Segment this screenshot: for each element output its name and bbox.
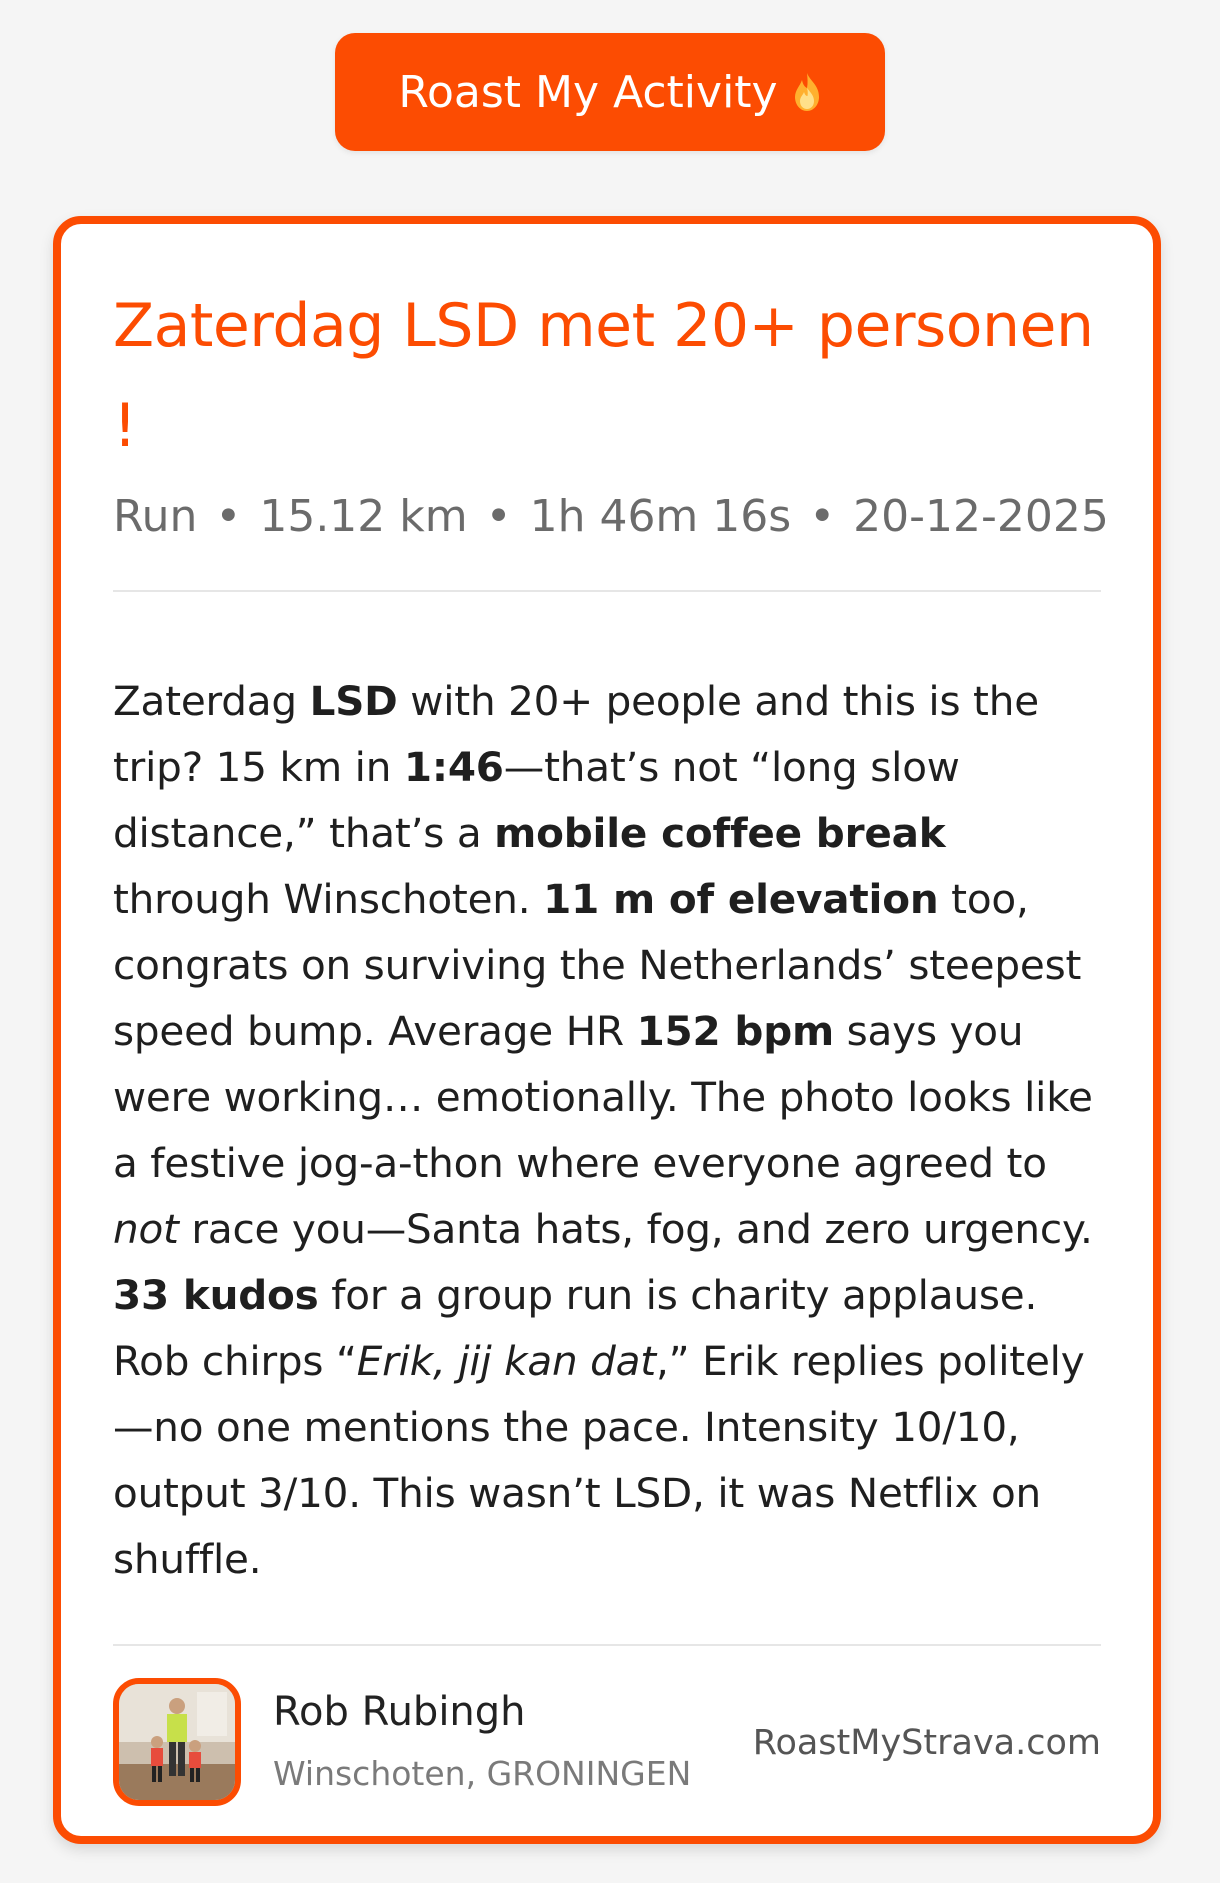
avatar-photo [119, 1684, 235, 1800]
activity-date: 20-12-2025 [853, 491, 1109, 542]
separator-dot: • [485, 491, 512, 542]
roast-segment: race you—Santa hats, fog, and zero urgency. [178, 1205, 1093, 1253]
roast-segment: through Winschoten. [113, 875, 544, 923]
roast-segment: 152 bpm [636, 1007, 834, 1055]
separator-dot: • [809, 491, 836, 542]
roast-segment: mobile coffee break [494, 809, 946, 857]
roast-segment: Erik, jij kan dat [356, 1337, 656, 1385]
roast-segment: 11 m of elevation [543, 875, 939, 923]
roast-my-activity-button[interactable] [335, 33, 885, 151]
roast-segment: 1:46 [403, 743, 504, 791]
roast-segment: for a group run is charity applause. Rob chirps “ [113, 1271, 1038, 1385]
roast-text [113, 668, 1101, 1592]
activity-distance: 15.12 km [259, 491, 468, 542]
activity-type: Run [113, 491, 198, 542]
roast-segment: says you were working… emotionally. The photo looks like a festive jog-a-thon where everyone agreed to [113, 1007, 1093, 1187]
roast-segment: with 20+ people and this is the trip? 15 km in [113, 677, 1039, 791]
roast-segment: too, congrats on surviving the Netherlands’ steepest speed bump. Average HR [113, 875, 1082, 1055]
activity-title: Zaterdag LSD met 20+ personen ! [113, 291, 1094, 461]
brand-link[interactable]: RoastMyStrava.com [752, 1723, 1101, 1763]
roast-segment: Zaterdag [113, 677, 310, 725]
user-name: Rob Rubingh [273, 1689, 526, 1735]
fire-icon [792, 72, 822, 112]
roast-segment: 33 kudos [113, 1271, 319, 1319]
card-footer [113, 1678, 1101, 1808]
activity-meta [113, 487, 1109, 547]
divider [113, 1644, 1101, 1646]
roast-segment: —that’s not “long slow distance,” that’s a [113, 743, 960, 857]
roast-segment: ,” Erik replies politely—no one mentions the pace. Intensity 10/10, output 3/10. This wasn’t LSD, it was Netflix on shuffle. [113, 1337, 1085, 1583]
roast-segment: LSD [309, 677, 398, 725]
roast-segment: not [113, 1205, 179, 1253]
divider [113, 590, 1101, 592]
activity-duration: 1h 46m 16s [529, 491, 792, 542]
avatar [113, 1678, 241, 1806]
activity-card [53, 216, 1161, 1844]
user-location: Winschoten, GRONINGEN [273, 1754, 692, 1793]
roast-button-label: Roast My Activity [398, 66, 778, 118]
separator-dot: • [215, 491, 242, 542]
